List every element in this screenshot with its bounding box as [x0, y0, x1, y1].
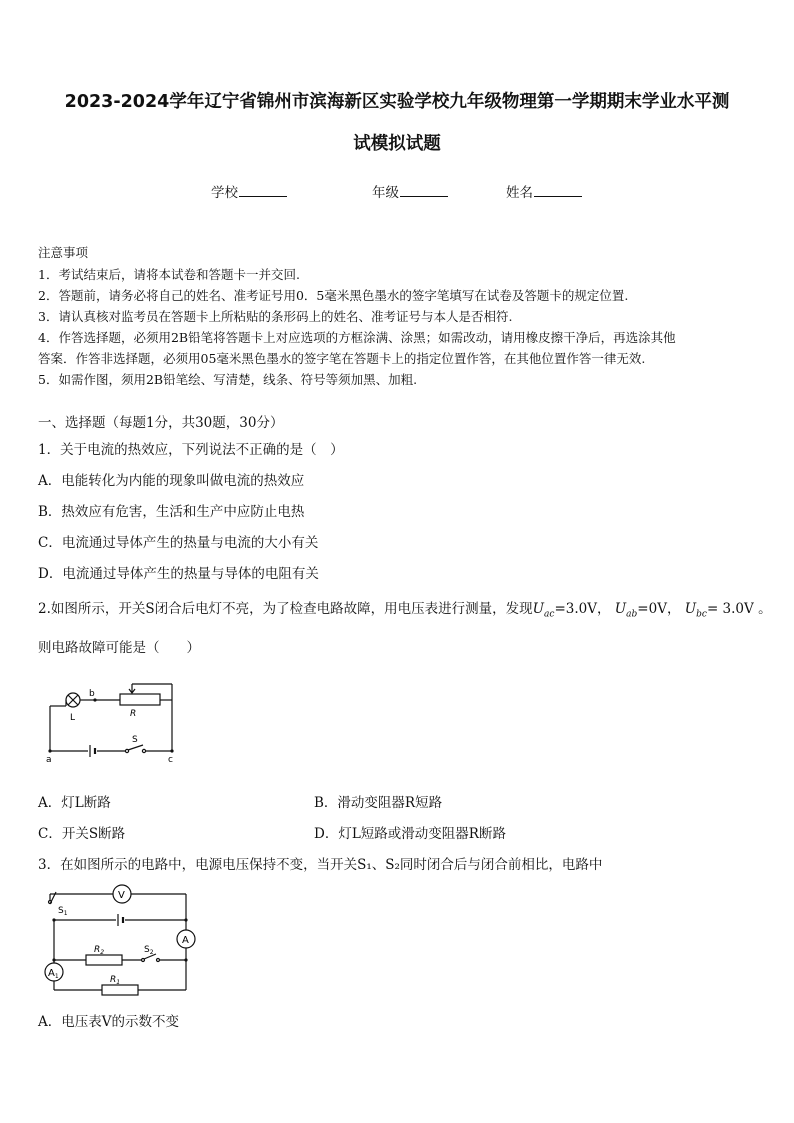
label-A1-main: A — [48, 968, 55, 979]
u-ab-value: =0V， — [637, 601, 681, 617]
grade-blank[interactable] — [400, 183, 448, 197]
q2-option-c: C．开关S断路 — [38, 826, 126, 842]
q2-stem — [38, 597, 772, 620]
q2-stem-prefix: 2.如图所示，开关S闭合后电灯不亮，为了检查电路故障，用电压表进行测量，发现 — [38, 601, 533, 617]
label-R2-sub: 2 — [100, 949, 105, 956]
u-ac-value: =3.0V， — [554, 601, 611, 617]
q2-option-d: D．灯L短路或滑动变阻器R断路 — [314, 826, 506, 842]
u-ac-sub: ac — [544, 609, 555, 620]
q3-option-a: A．电压表V的示数不变 — [38, 1014, 179, 1030]
u-ab-sub: ab — [626, 609, 638, 620]
q1-option-b: B．热效应有危害，生活和生产中应防止电热 — [38, 504, 305, 520]
rheostat-icon — [120, 694, 160, 705]
label-S1-main: S — [58, 906, 64, 916]
u-bc-value: = 3.0V 。 — [706, 601, 772, 617]
notes-item: 2．答题前，请务必将自己的姓名、准考证号用0．5毫米黑色墨水的签字笔填写在试卷及答题卡的规定位置. — [38, 288, 629, 303]
label-V: V — [118, 890, 125, 901]
q1-stem: 1．关于电流的热效应，下列说法不正确的是（ ） — [38, 442, 344, 458]
label-c: c — [168, 755, 173, 765]
u-ab-symbol: U — [614, 601, 627, 617]
q2-option-a: A．灯L断路 — [38, 795, 111, 811]
resistor-r1-icon — [102, 985, 138, 995]
label-S2-sub: 2 — [149, 949, 154, 956]
notes-item: 4．作答选择题，必须用2B铅笔将答题卡上对应选项的方框涂满、涂黑；如需改动，请用橡皮擦干净后，再选涂其他 — [38, 330, 676, 345]
u-bc-sub: bc — [696, 609, 707, 620]
label-R1-sub: 1 — [116, 979, 121, 986]
label-a: a — [46, 755, 52, 765]
q2-option-b: B．滑动变阻器R短路 — [314, 795, 443, 811]
label-R1 — [110, 975, 120, 986]
name-label: 姓名 — [506, 185, 533, 201]
q3-circuit-diagram — [38, 880, 208, 1000]
grade-label: 年级 — [372, 185, 399, 201]
switch-icon — [128, 745, 143, 750]
label-R: R — [130, 709, 137, 719]
q3-stem: 3．在如图所示的电路中，电源电压保持不变，当开关S₁、S₂同时闭合后与闭合前相比，电路中 — [38, 857, 603, 873]
q2-circuit-diagram — [40, 676, 190, 766]
label-A: A — [182, 935, 189, 946]
notes-heading: 注意事项 — [38, 245, 89, 260]
page-title-line2: 试模拟试题 — [353, 134, 441, 154]
label-L: L — [70, 713, 76, 723]
school-field — [211, 181, 287, 201]
school-blank[interactable] — [239, 183, 287, 197]
name-blank[interactable] — [534, 183, 582, 197]
q1-option-d: D．电流通过导体产生的热量与导体的电阻有关 — [38, 566, 319, 582]
u-ac-symbol: U — [532, 601, 545, 617]
label-S2-main: S — [144, 945, 150, 955]
label-R2-main: R — [94, 945, 101, 955]
grade-field — [372, 181, 448, 201]
school-label: 学校 — [211, 185, 238, 201]
notes-item: 3．请认真核对监考员在答题卡上所粘贴的条形码上的姓名、准考证号与本人是否相符. — [38, 309, 513, 324]
q1-option-c: C．电流通过导体产生的热量与电流的大小有关 — [38, 535, 319, 551]
label-A1 — [48, 968, 59, 980]
resistor-r2-icon — [86, 955, 122, 965]
label-S1-sub: 1 — [63, 910, 68, 917]
notes-item: 答案．作答非选择题，必须用05毫米黑色墨水的签字笔在答题卡上的指定位置作答，在其他位置作答一律无效. — [38, 351, 646, 366]
label-R2 — [94, 945, 104, 956]
notes-item: 1．考试结束后，请将本试卷和答题卡一并交回. — [38, 267, 300, 282]
label-S1 — [58, 906, 68, 917]
label-S2 — [144, 945, 154, 956]
label-b: b — [89, 689, 95, 699]
q1-option-a: A．电能转化为内能的现象叫做电流的热效应 — [38, 473, 305, 489]
page-title-line1: 2023-2024学年辽宁省锦州市滨海新区实验学校九年级物理第一学期期末学业水平测 — [64, 92, 730, 112]
label-S: S — [132, 735, 138, 745]
notes-item: 5．如需作图，须用2B铅笔绘、写清楚，线条、符号等须加黑、加粗. — [38, 372, 418, 387]
label-R1-main: R — [110, 975, 117, 985]
section-heading: 一、选择题（每题1分，共30题，30分） — [38, 415, 284, 431]
q2-stem-line2: 则电路故障可能是（ ） — [38, 640, 200, 656]
u-bc-symbol: U — [684, 601, 697, 617]
name-field — [506, 181, 582, 201]
label-A1-sub: 1 — [54, 973, 59, 980]
